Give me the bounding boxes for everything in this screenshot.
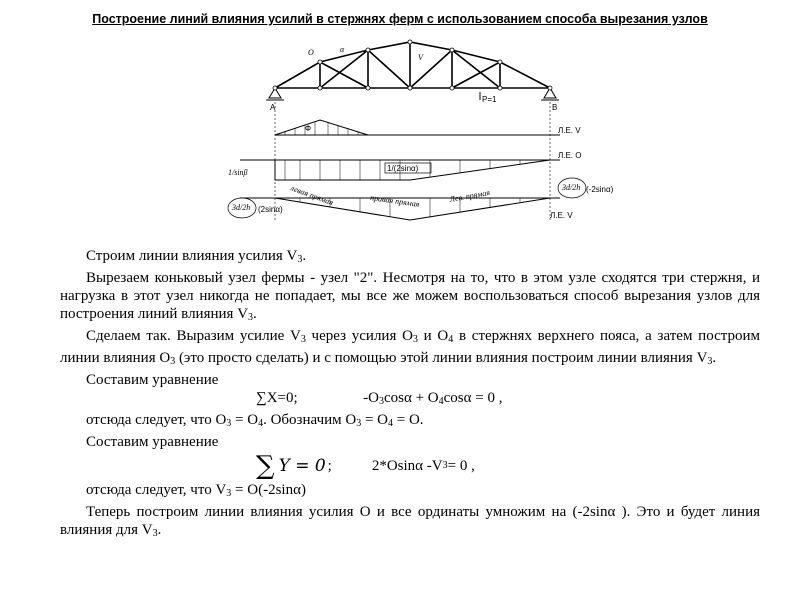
equation-1: ∑X=0; $-O_3\cos\alpha + O_4\cos\alpha = 0$ , <box>256 390 503 407</box>
page-title: Построение линий влияния усилий в стержнях ферм с использованием способа вырезания узлов <box>92 12 708 26</box>
label-right-mult: (-2sinα) <box>586 185 614 194</box>
label-le-v: Л.Е. V <box>558 126 581 135</box>
label-line-left: левая прямая <box>289 183 335 208</box>
paragraph-2: Вырезаем коньковый узел фермы - узел "2". Несмотря на то, что в этом узле сходятся три стержня, и нагрузка в этот узел никогда не попадает, мы все же можем воспользоваться способ вырезания узлов для построения линий влияния $V_3$. <box>60 270 760 323</box>
label-alpha: α <box>340 45 345 54</box>
label-a: A <box>270 103 276 112</box>
top-chord <box>275 42 550 88</box>
body-text <box>60 247 760 543</box>
label-left-frac: 1/sinβ <box>228 168 248 177</box>
label-left-round: 3d/2h <box>232 203 251 212</box>
label-right-round: 3d/2h <box>562 183 581 192</box>
paragraph-1: Строим линии влияния усилия $V_3$. <box>86 248 307 265</box>
result-1: отсюда следует, что $O_3 = O_4$. Обозначим $O_3 = O_4 = O$. <box>86 412 424 429</box>
equation-2: ∑ Y = 0 ; 2*Osinα -V 3 = 0 , <box>256 451 475 481</box>
paragraph-3: Сделаем так. Выразим усилие $V_3$ через усилия $O_3$ и $O_4$ в стержнях верхнего пояса, а затем построим линии влияния $O_3$ (это просто сделать) и с помощью этой линии влияния построим линии влияния $V_3$. <box>60 328 760 367</box>
label-line-right: Лев. прямая <box>448 188 491 204</box>
compose-equation-2: Составим уравнение <box>86 434 219 450</box>
label-o1: O <box>308 48 314 57</box>
label-phi: Ф <box>305 124 312 133</box>
label-left-mult: (2sinα) <box>258 205 283 214</box>
label-le-o: Л.Е. O <box>558 151 582 160</box>
label-le-v3: Л.Е. V <box>550 211 573 220</box>
result-2: отсюда следует, что $V_3 = O(-2\sin\alpha)$ <box>86 482 306 499</box>
label-p1: P=1 <box>482 95 497 104</box>
label-b: B <box>552 103 558 112</box>
label-ord-box: 1/(2sinα) <box>387 164 419 173</box>
label-v3: V <box>418 53 423 62</box>
compose-equation-1: Составим уравнение <box>86 372 219 388</box>
truss-figure <box>180 30 620 240</box>
label-line-mid: правая прямая <box>369 193 421 209</box>
truss-diagram <box>180 30 620 240</box>
paragraph-final: Теперь построим линии влияния усилия O и все ординаты умножим на (-2sinα ). Это и будет линия влияния для $V_3$. <box>60 504 760 539</box>
